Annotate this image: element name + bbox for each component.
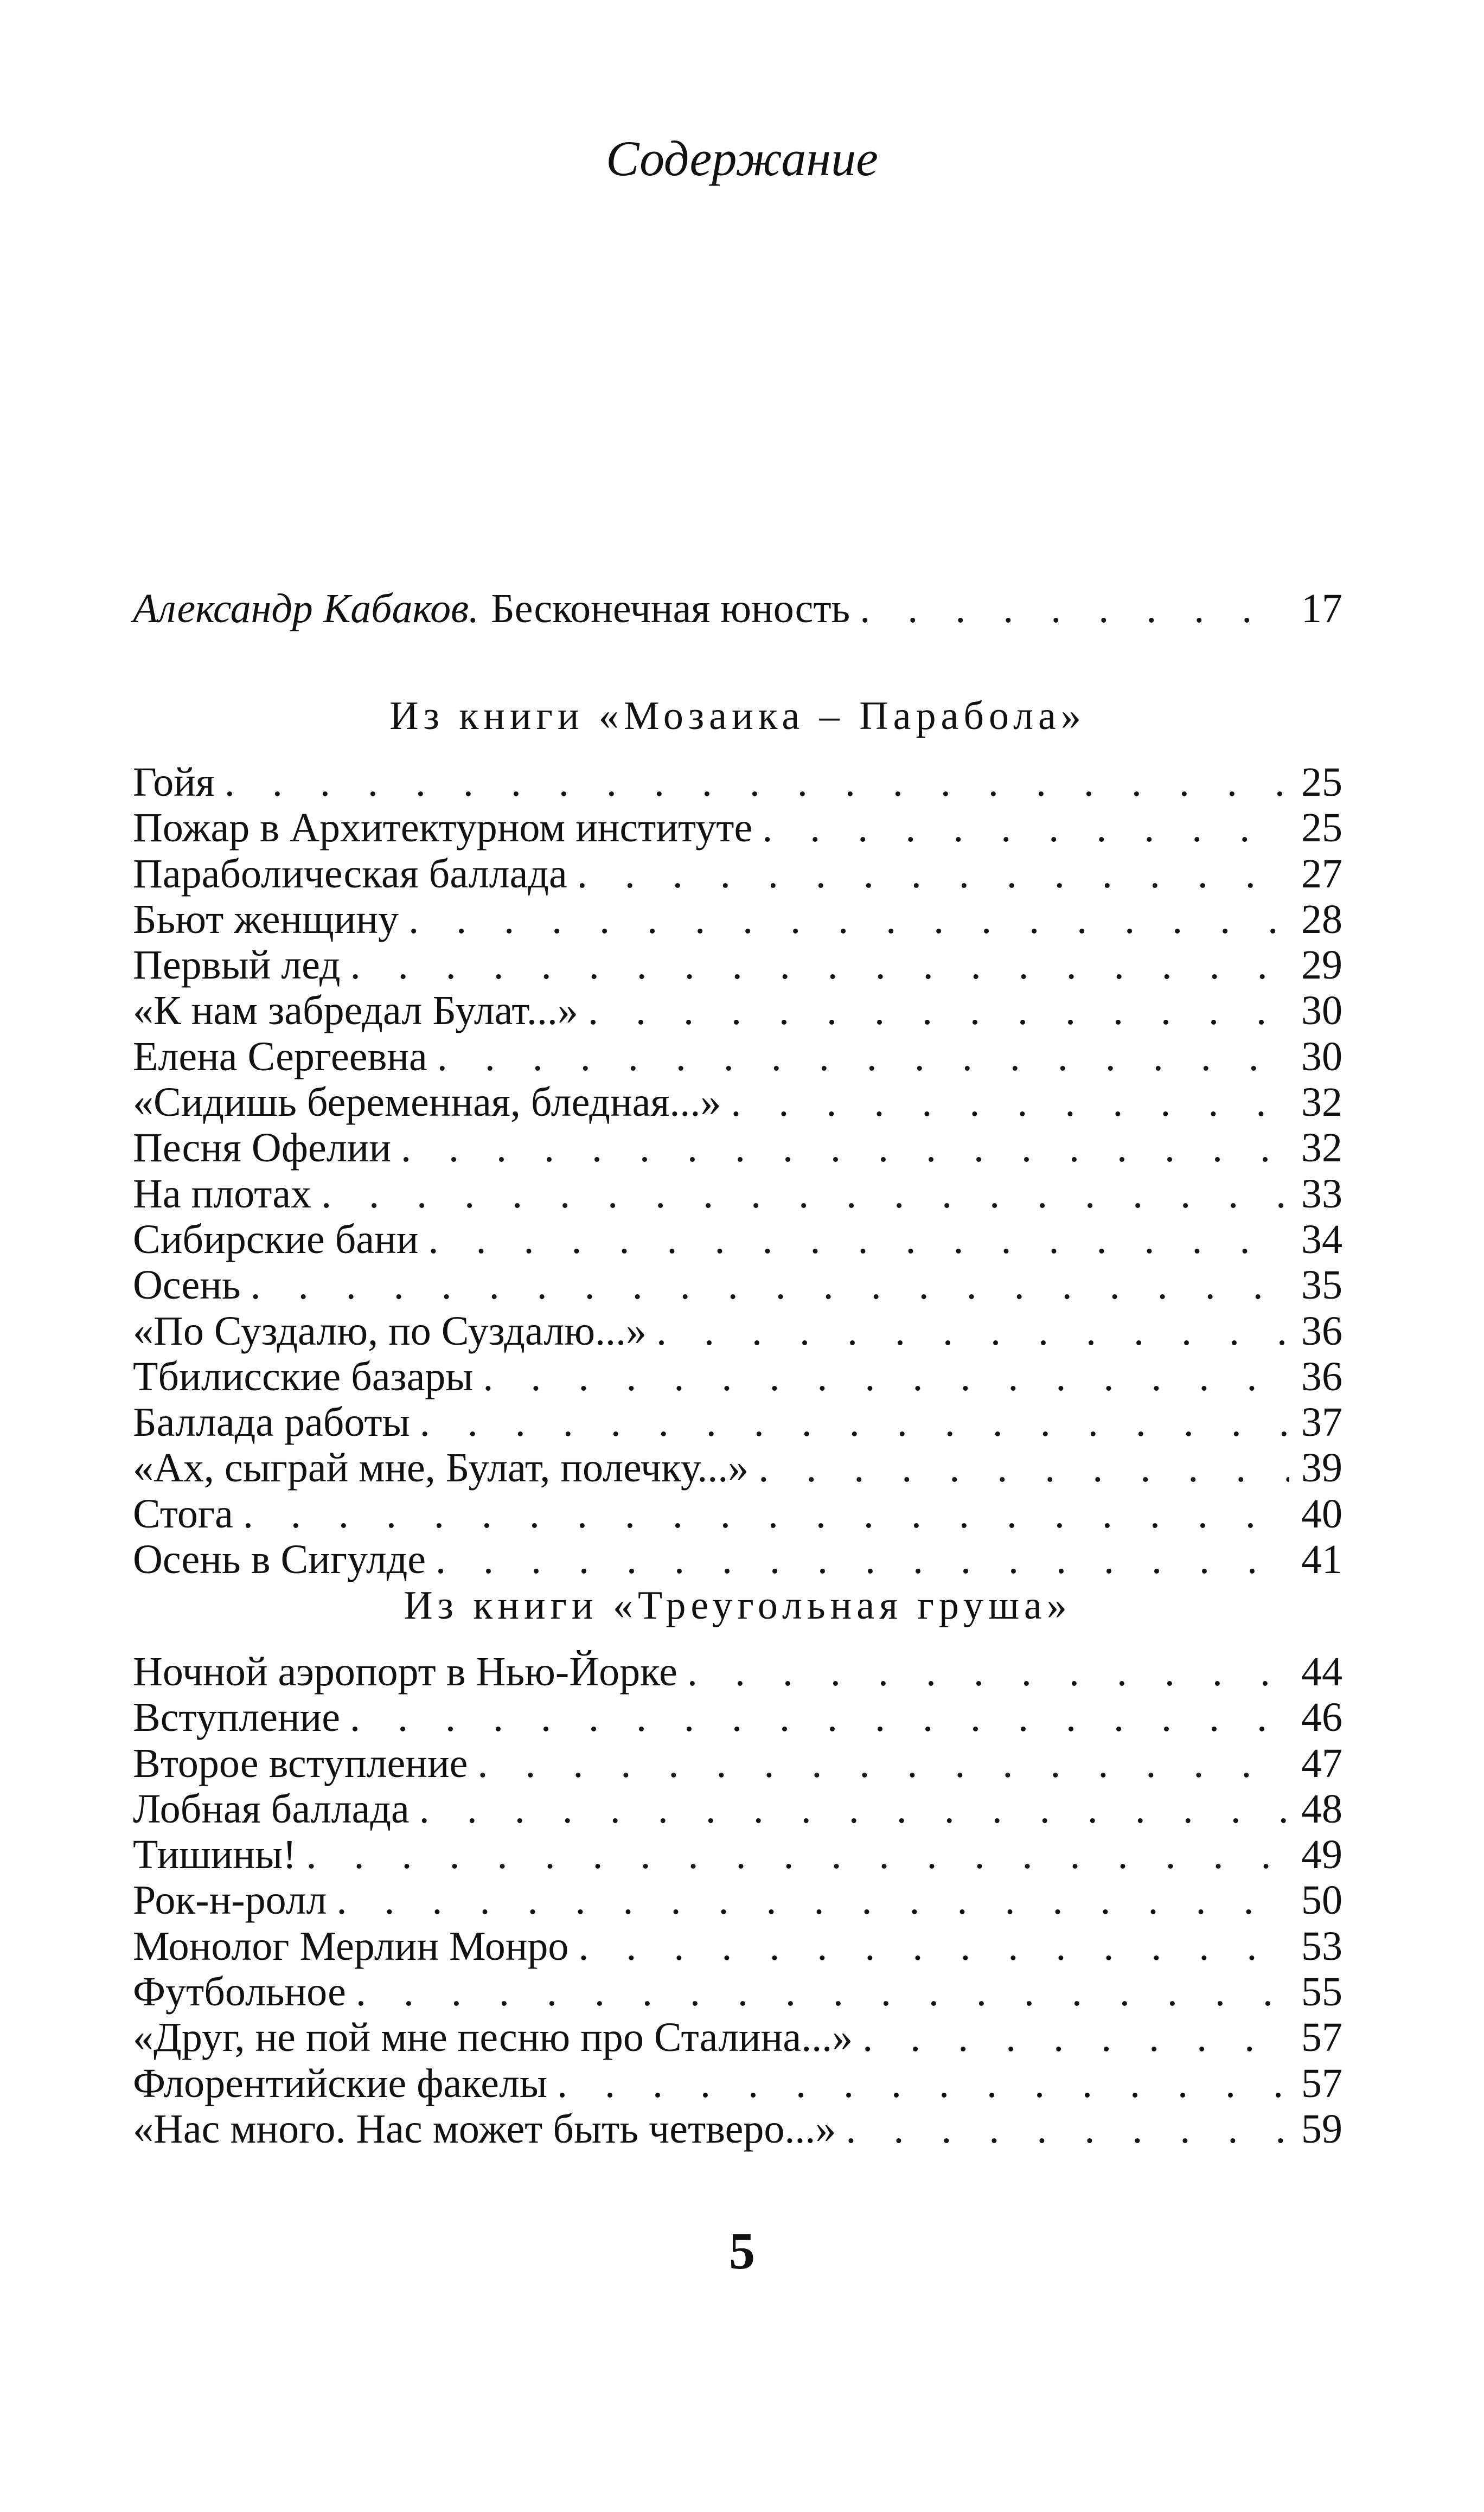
dot-leader: [251, 1262, 1289, 1308]
toc-entry-page: 17: [1301, 586, 1342, 631]
section-title: Из книги «Треугольная груша»: [404, 1583, 1072, 1628]
toc-entry[interactable]: [133, 1923, 1342, 1969]
toc-entry-page: 25: [1301, 759, 1342, 805]
toc-entry-title: Сибирские бани: [133, 1216, 419, 1262]
toc-entry-page: 49: [1301, 1832, 1342, 1878]
toc-entry-page: 30: [1301, 988, 1342, 1034]
toc-entry[interactable]: [133, 1445, 1342, 1491]
dot-leader: [758, 1445, 1289, 1491]
toc-entry-page: 40: [1301, 1491, 1342, 1537]
toc-entry[interactable]: [133, 1832, 1342, 1877]
toc-entry-page: 46: [1301, 1695, 1342, 1741]
dot-leader: [428, 1217, 1289, 1262]
dot-leader: [483, 1354, 1289, 1399]
dot-leader: [687, 1649, 1289, 1695]
toc-entry[interactable]: [133, 1649, 1342, 1695]
dot-leader: [420, 1399, 1289, 1445]
dot-leader: [846, 2106, 1289, 2152]
dot-leader: [588, 988, 1289, 1033]
toc-entry-title: Параболическая баллада: [133, 851, 567, 897]
toc-entry-page: 44: [1301, 1649, 1342, 1695]
dot-leader: [557, 2061, 1289, 2106]
toc-entry-title: Осень в Сигулде: [133, 1537, 426, 1583]
dot-leader: [656, 1308, 1289, 1354]
dot-leader: [578, 1923, 1289, 1969]
toc-entry-page: 36: [1301, 1353, 1342, 1399]
toc-entry-title: «Сидишь беременная, бледная...»: [133, 1079, 721, 1126]
toc-entry-page: 25: [1301, 805, 1342, 851]
dot-leader: [243, 1491, 1289, 1537]
page-number: 5: [729, 2222, 755, 2280]
toc-entry-title: Баллада работы: [133, 1399, 410, 1446]
dot-leader: [225, 759, 1289, 805]
dot-leader: [350, 942, 1289, 988]
toc-entry[interactable]: [133, 851, 1342, 897]
toc-entry-page: 30: [1301, 1033, 1342, 1079]
toc-entry-title: Тбилисские базары: [133, 1353, 474, 1399]
toc-entry-page: 36: [1301, 1308, 1342, 1354]
dot-leader: [477, 1741, 1289, 1786]
dot-leader: [419, 1786, 1289, 1832]
dot-leader: [731, 1079, 1289, 1125]
toc-entry-page: 50: [1301, 1877, 1342, 1923]
toc-entry[interactable]: [133, 1034, 1342, 1079]
toc-entry-page: 33: [1301, 1171, 1342, 1217]
dot-leader: [350, 1695, 1289, 1740]
section-title: Из книги «Мозаика – Парабола»: [389, 694, 1086, 738]
toc-entry-page: 34: [1301, 1216, 1342, 1262]
toc-entry-page: 47: [1301, 1740, 1342, 1786]
dot-leader: [437, 1034, 1289, 1079]
toc-entry[interactable]: [133, 897, 1342, 942]
toc-entry[interactable]: [133, 805, 1342, 851]
toc-entry-title: Тишины!: [133, 1832, 297, 1878]
toc-entry-page: 48: [1301, 1786, 1342, 1832]
toc-entry[interactable]: [133, 1125, 1342, 1171]
toc-entry[interactable]: [133, 2015, 1342, 2060]
toc-entry-page: 37: [1301, 1399, 1342, 1446]
toc-entry-page: 55: [1301, 1969, 1342, 2015]
toc-section-1: [133, 683, 1342, 1582]
toc-entry[interactable]: [133, 759, 1342, 805]
toc-entry-page: 57: [1301, 2015, 1342, 2061]
dot-leader: [862, 2015, 1289, 2060]
toc-entry-page: 32: [1301, 1079, 1342, 1126]
dot-leader: [762, 805, 1289, 851]
toc-entry[interactable]: [133, 1171, 1342, 1217]
toc-entry[interactable]: [133, 1695, 1342, 1740]
toc-entry-page: 28: [1301, 896, 1342, 942]
toc-entry-page: 53: [1301, 1923, 1342, 1969]
toc-entry-title: Гойя: [133, 759, 215, 805]
toc-entry-page: 59: [1301, 2106, 1342, 2152]
toc-entry-title: Флорентийские факелы: [133, 2060, 547, 2106]
dot-leader: [356, 1969, 1289, 2015]
toc-entry-title: Пожар в Архитектурном институте: [133, 805, 753, 851]
toc-entry-title: «Ах, сыграй мне, Булат, полечку...»: [133, 1445, 749, 1491]
page-title: Содержание: [606, 131, 878, 186]
toc-section-2: [133, 1573, 1342, 2152]
dot-leader: [408, 897, 1289, 942]
toc-entry-title: Стога: [133, 1491, 233, 1537]
toc-entry-title: «Нас много. Нас может быть четверо...»: [133, 2106, 836, 2152]
toc-entry-title: «Друг, не пой мне песню про Сталина...»: [133, 2015, 853, 2061]
toc-entry-title: Рок-н-ролл: [133, 1877, 327, 1923]
toc-entry[interactable]: [133, 2061, 1342, 2106]
toc-entry-page: 35: [1301, 1262, 1342, 1308]
toc-entry-title: Лобная баллада: [133, 1786, 410, 1832]
dot-leader: [860, 586, 1289, 631]
toc-entry[interactable]: [133, 1079, 1342, 1125]
toc-entry-page: 57: [1301, 2060, 1342, 2106]
dot-leader: [577, 851, 1289, 897]
toc-entry[interactable]: [133, 1491, 1342, 1537]
toc-entry[interactable]: [133, 1217, 1342, 1262]
dot-leader: [336, 1877, 1289, 1923]
toc-entry-title: Бесконечная юность: [491, 586, 850, 631]
toc-entry-author: Александр Кабаков.: [133, 586, 479, 631]
dot-leader: [321, 1171, 1289, 1217]
toc-entry[interactable]: [133, 1786, 1342, 1832]
toc-entry-page: 27: [1301, 851, 1342, 897]
dot-leader: [401, 1125, 1289, 1171]
toc-entry[interactable]: [133, 1877, 1342, 1923]
toc-entry-title: Осень: [133, 1262, 241, 1308]
toc-entry-title: Бьют женщину: [133, 896, 399, 942]
toc-entry-intro[interactable]: [133, 586, 1342, 631]
toc-entry-title: Футбольное: [133, 1969, 346, 2015]
toc-entry-title: Елена Сергеевна: [133, 1033, 427, 1079]
toc-entry-page: 41: [1301, 1537, 1342, 1583]
toc-entry[interactable]: [133, 942, 1342, 988]
toc-entry[interactable]: [133, 1308, 1342, 1354]
toc-entry[interactable]: [133, 1741, 1342, 1786]
toc-entry[interactable]: [133, 1399, 1342, 1445]
toc-entry[interactable]: [133, 1354, 1342, 1399]
toc-entry[interactable]: [133, 988, 1342, 1033]
toc-entry-title: Монолог Мерлин Монро: [133, 1923, 569, 1969]
toc-entry-title: На плотах: [133, 1171, 312, 1217]
toc-entry-title: Второе вступление: [133, 1740, 468, 1786]
toc-entry[interactable]: [133, 2106, 1342, 2152]
toc-intro: [133, 586, 1342, 631]
toc-entry-page: 29: [1301, 942, 1342, 988]
toc-entry-title: Ночной аэропорт в Нью-Йорке: [133, 1649, 677, 1695]
toc-entry-title: «По Суздалю, по Суздалю...»: [133, 1308, 647, 1354]
toc-entry-title: Первый лед: [133, 942, 341, 988]
toc-entry-title: «К нам забредал Булат...»: [133, 988, 578, 1034]
toc-entry-page: 39: [1301, 1445, 1342, 1491]
toc-entry-page: 32: [1301, 1125, 1342, 1171]
dot-leader: [306, 1832, 1289, 1877]
toc-entry-title: Вступление: [133, 1695, 341, 1741]
toc-entry[interactable]: [133, 1969, 1342, 2015]
toc-entry[interactable]: [133, 1262, 1342, 1308]
toc-entry-title: Песня Офелии: [133, 1125, 392, 1171]
